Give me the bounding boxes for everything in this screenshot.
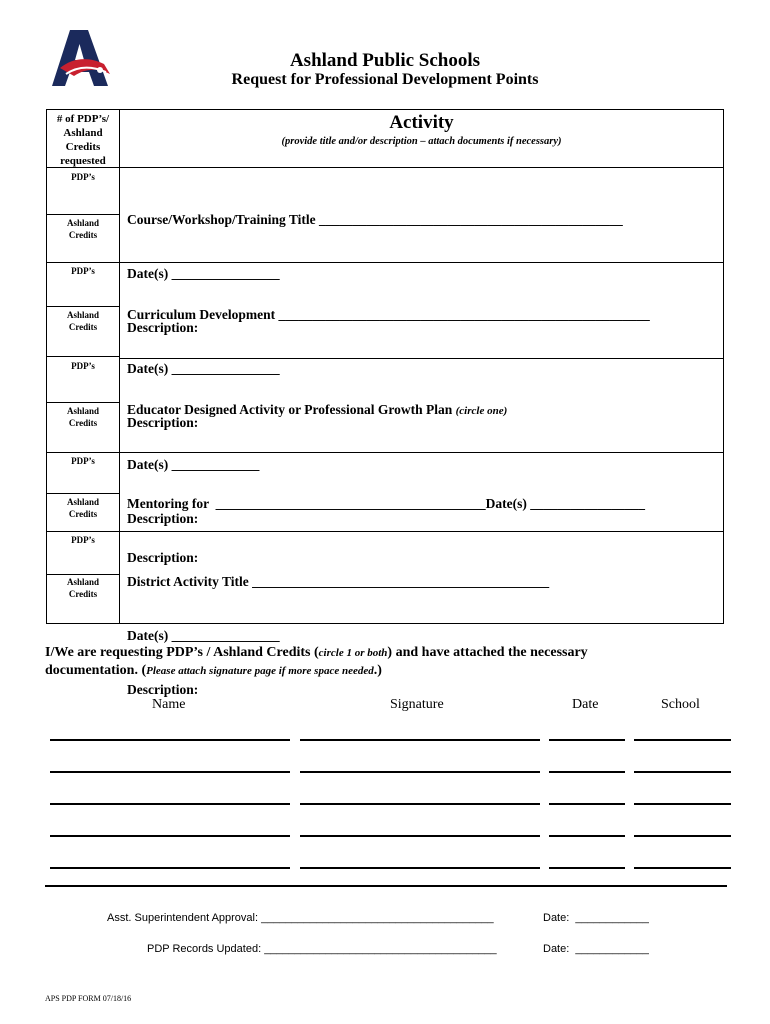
- school-line[interactable]: [634, 739, 731, 741]
- school-line[interactable]: [634, 771, 731, 773]
- signature-line[interactable]: [300, 867, 540, 869]
- pdp-label: PDP’s: [71, 361, 95, 371]
- row-district-activity: District Activity Title ____________________________________________ Date(s) ________________ Description:: [127, 574, 550, 697]
- name-line[interactable]: [50, 771, 290, 773]
- name-line[interactable]: [50, 867, 290, 869]
- divider: [45, 885, 727, 887]
- credits-label: Ashland Credits: [66, 406, 100, 428]
- name-column-header: Name: [152, 697, 186, 712]
- records-updated-date: Date: ____________: [543, 943, 649, 955]
- signature-column-header: Signature: [390, 697, 444, 712]
- name-line[interactable]: [50, 739, 290, 741]
- signature-line[interactable]: [300, 771, 540, 773]
- activity-subheading: (provide title and/or description – attach documents if necessary): [281, 136, 562, 147]
- name-line[interactable]: [50, 803, 290, 805]
- pdp-label: PDP’s: [71, 172, 95, 182]
- date-line[interactable]: [549, 867, 625, 869]
- form-title: Request for Professional Development Points: [231, 71, 539, 88]
- records-updated: PDP Records Updated: ______________________________________: [147, 943, 497, 955]
- pdp-label: PDP’s: [71, 456, 95, 466]
- row-educator-designed: Educator Designed Activity or Professional Growth Plan (circle one) Date(s) _____________ Description:: [127, 402, 508, 526]
- credits-label: Ashland Credits: [66, 497, 100, 519]
- superintendent-approval-date: Date: ____________: [543, 912, 649, 924]
- row-course-workshop: Course/Workshop/Training Title _____________________________________________ Date(s) ________________ Description:: [127, 212, 623, 335]
- request-statement: I/We are requesting PDP’s / Ashland Credits (circle 1 or both) and have attached the necessary documentation. (Please attach signature page if more space needed.): [45, 645, 588, 678]
- school-title: Ashland Public Schools: [289, 50, 481, 71]
- row-curriculum-development: Curriculum Development _______________________________________________________ Date(s) ________________ Description:: [127, 307, 650, 430]
- activity-heading: Activity: [389, 112, 454, 133]
- date-line[interactable]: [549, 835, 625, 837]
- pdp-label: PDP’s: [71, 535, 95, 545]
- credits-label: Ashland Credits: [66, 218, 100, 240]
- credits-label: Ashland Credits: [66, 310, 100, 332]
- date-line[interactable]: [549, 739, 625, 741]
- name-line[interactable]: [50, 835, 290, 837]
- form-footer: APS PDP FORM 07/18/16: [45, 994, 132, 1003]
- school-column-header: School: [661, 697, 700, 712]
- date-line[interactable]: [549, 803, 625, 805]
- school-line[interactable]: [634, 803, 731, 805]
- credits-label: Ashland Credits: [66, 577, 100, 599]
- school-line[interactable]: [634, 835, 731, 837]
- row-mentoring: Mentoring for ________________________________________Date(s) _________________ Description:: [127, 496, 645, 565]
- superintendent-approval: Asst. Superintendent Approval: ______________________________________: [107, 912, 494, 924]
- school-line[interactable]: [634, 867, 731, 869]
- signature-line[interactable]: [300, 803, 540, 805]
- date-column-header: Date: [572, 697, 599, 712]
- signature-line[interactable]: [300, 739, 540, 741]
- date-line[interactable]: [549, 771, 625, 773]
- pdp-label: PDP’s: [71, 266, 95, 276]
- signature-line[interactable]: [300, 835, 540, 837]
- credits-requested-header: # of PDP’s/ Ashland Credits requested: [56, 113, 110, 167]
